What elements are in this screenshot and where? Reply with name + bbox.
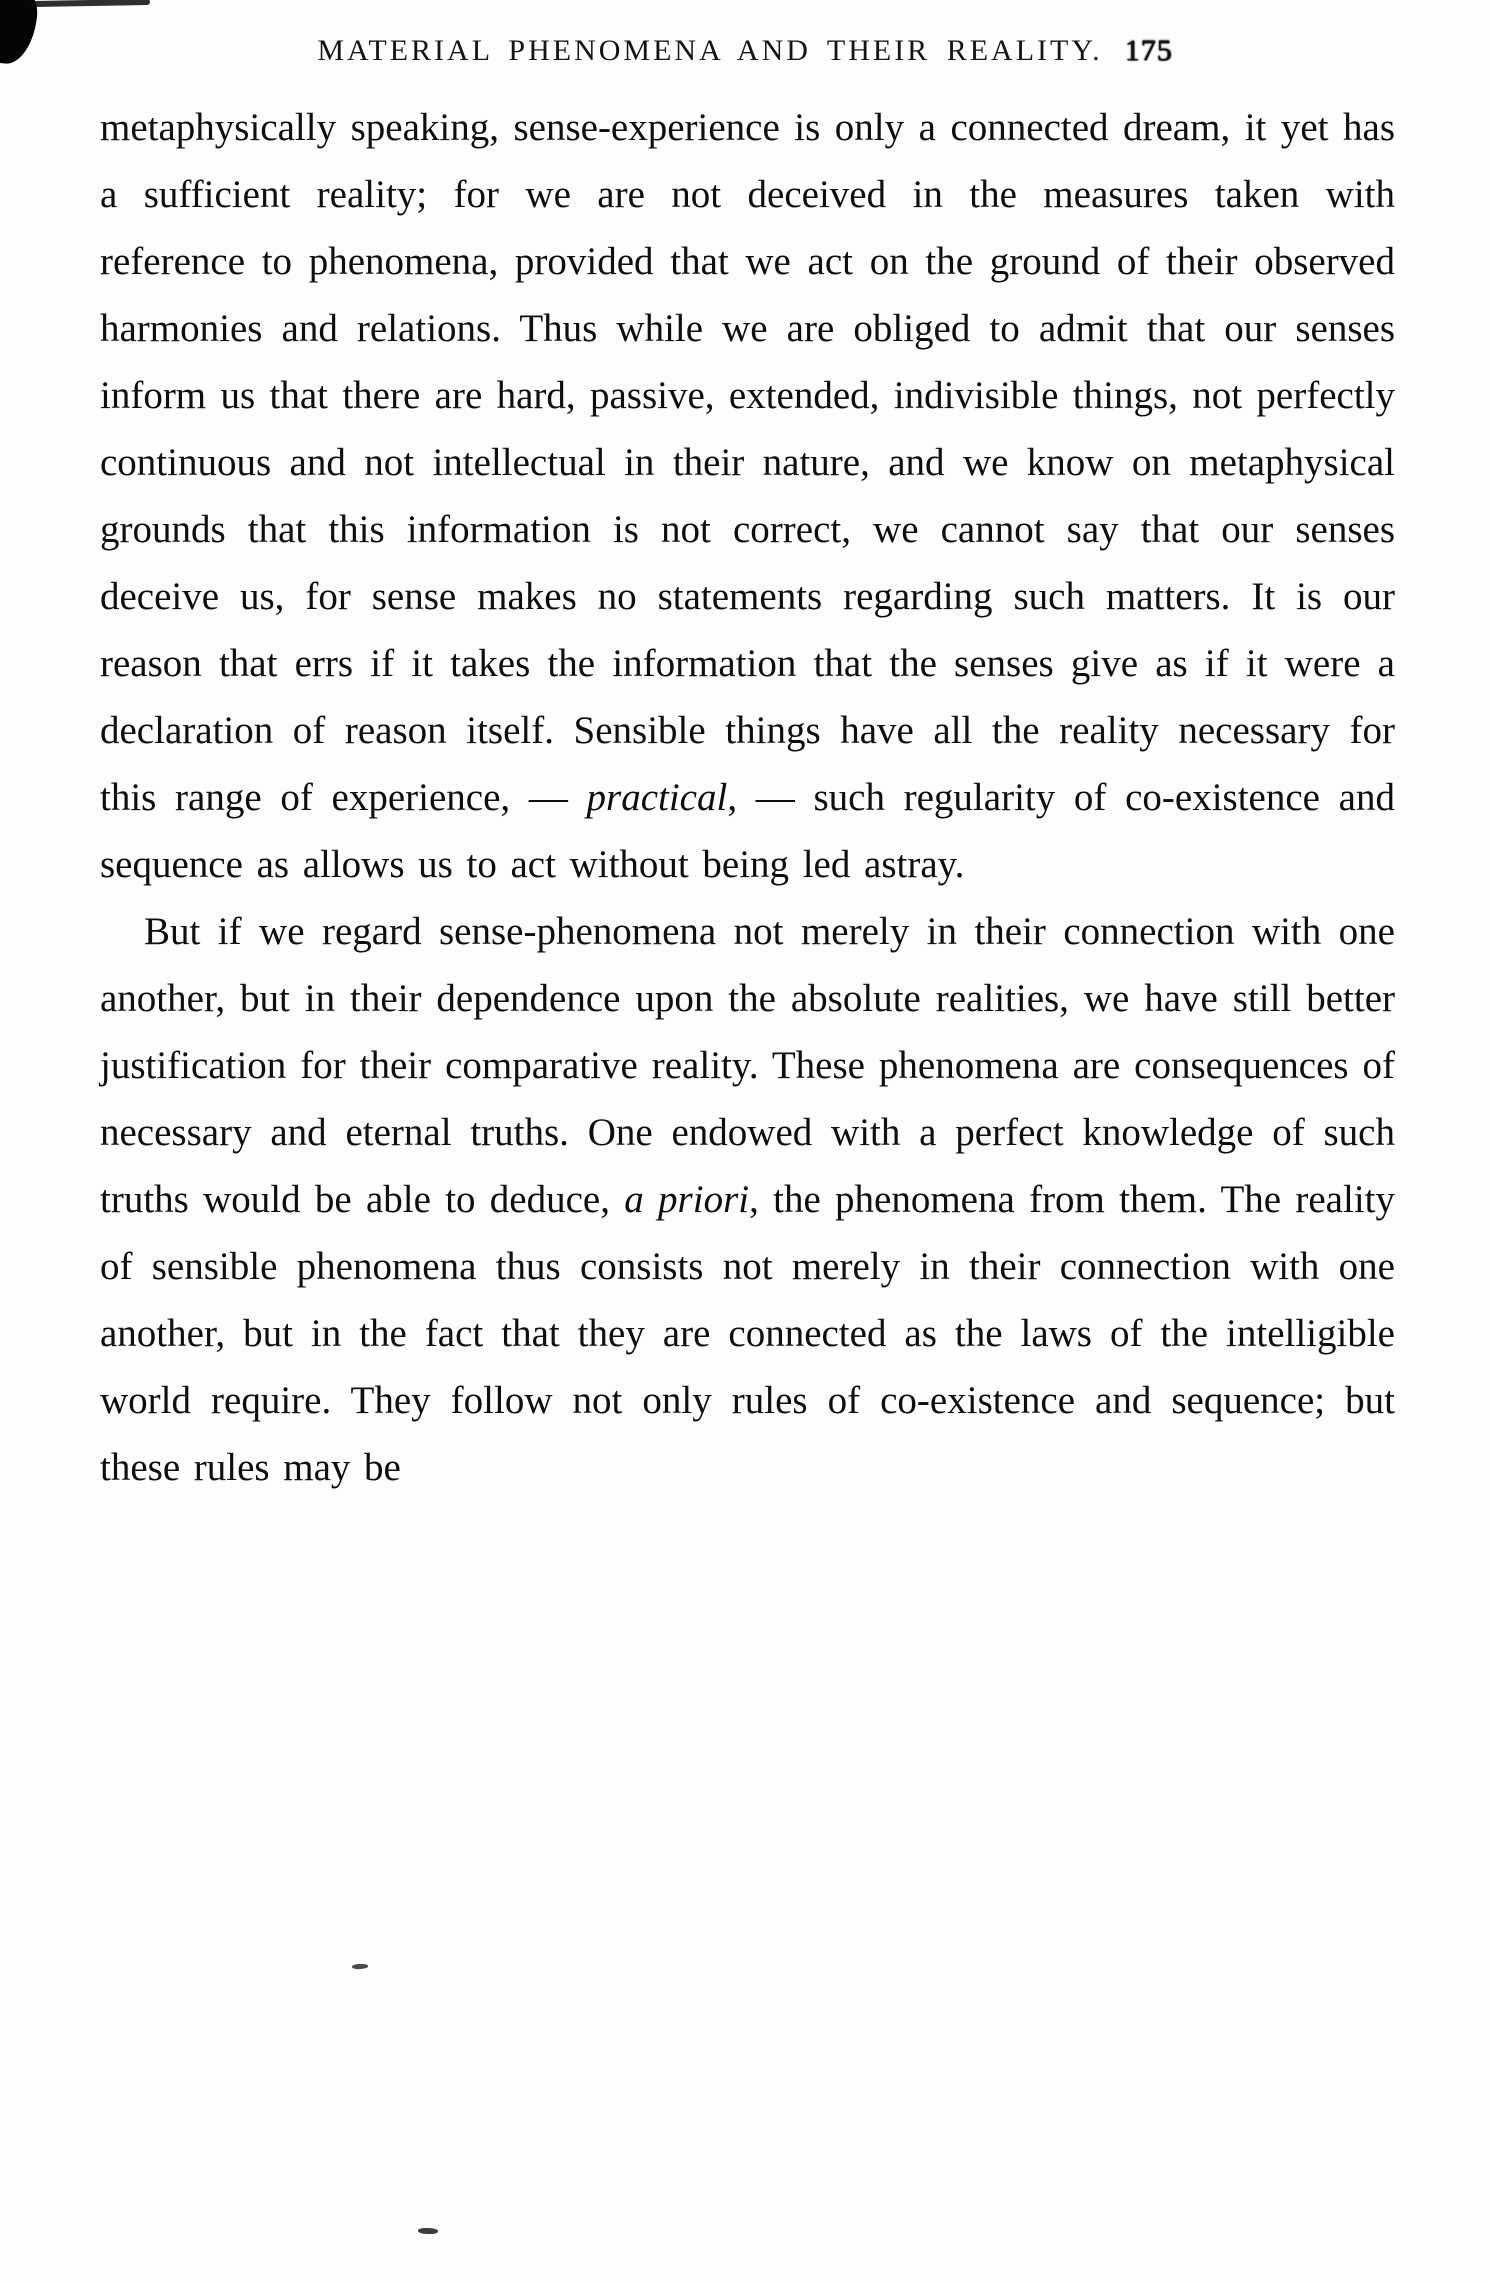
ink-smudge [418, 2228, 438, 2235]
italic-run: practical [586, 776, 728, 819]
italic-run: a priori [624, 1178, 750, 1221]
text-run: , — such regularity of co-existence and sequence as allows us to act without being led astray. [100, 776, 1395, 886]
page-header [0, 34, 1490, 68]
page-number: 175 [1124, 34, 1173, 67]
paragraph [100, 898, 1395, 1501]
running-title: MATERIAL PHENOMENA AND THEIR REALITY. [317, 34, 1103, 67]
paragraph [100, 94, 1395, 898]
text-run: metaphysically speaking, sense-experience is only a connected dream, it yet has a sufficient reality; for we are not deceived in the measures taken with reference to phenomena, provided that we act on the ground of their observed harmonies and relations. Thus while we are obliged to admit that our senses inform us that there are hard, passive, extended, indivisible things, not perfectly continuous and not intellectual in their nature, and we know on metaphysical grounds that this information is not correct, we cannot say that our senses deceive us, for sense makes no statements regarding such matters. It is our reason that errs if it takes the information that the senses give as if it were a declaration of reason itself. Sensible things have all the reality necessary for this range of experience, — [100, 106, 1395, 819]
page-body [100, 94, 1395, 1501]
scan-artifact-edge [30, 0, 150, 7]
ink-smudge [352, 1964, 368, 1970]
text-run: But if we regard sense-phenomena not merely in their connection with one another, but in their dependence upon the absolute realities, we have still better justification for their comparative reality. These phenomena are consequences of necessary and eternal truths. One endowed with a perfect knowledge of such truths would be able to deduce, [100, 910, 1395, 1221]
text-run: , the phenomena from them. The reality of sensible phenomena thus consists not merely in their connection with one another, but in the fact that they are connected as the laws of the intelligible world require. They follow not only rules of co-existence and sequence; but these rules may be [100, 1178, 1395, 1489]
